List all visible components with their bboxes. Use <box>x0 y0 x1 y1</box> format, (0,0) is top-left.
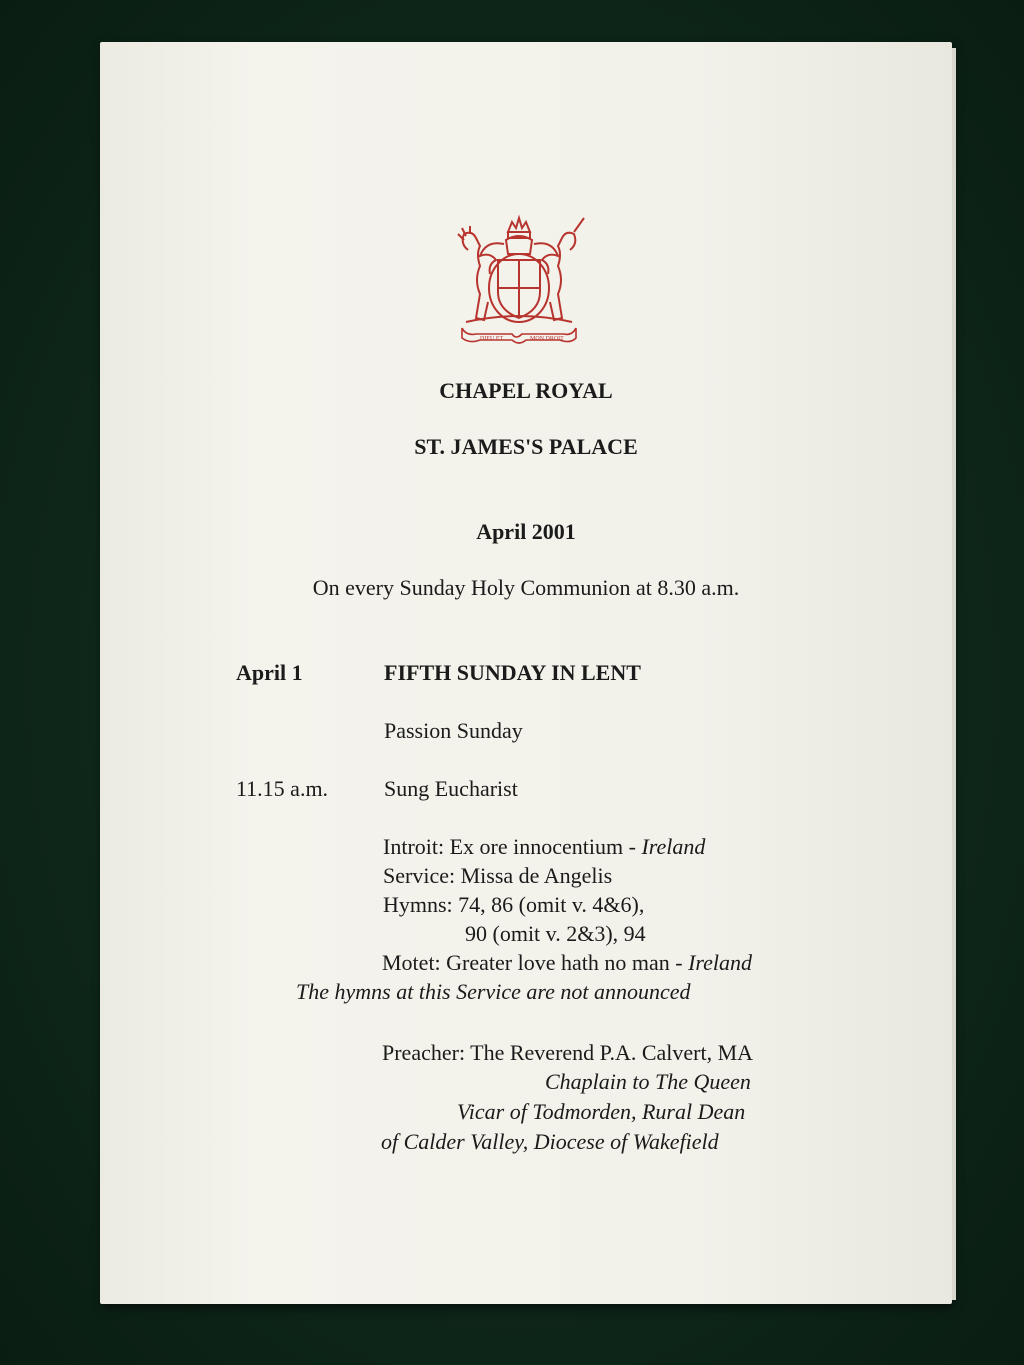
introit-composer: Ireland <box>641 834 706 859</box>
hymns-line-1: Hymns: 74, 86 (omit v. 4&6), <box>383 892 645 917</box>
motet-line <box>382 949 752 977</box>
entry-service-type: Sung Eucharist <box>384 776 518 801</box>
preacher-role-3: of Calder Valley, Diocese of Wakefield <box>381 1129 719 1154</box>
entry-occasion: FIFTH SUNDAY IN LENT <box>384 660 641 685</box>
service-line: Service: Missa de Angelis <box>383 863 613 888</box>
hymn-note: The hymns at this Service are not announced <box>296 979 691 1004</box>
page-title: CHAPEL ROYAL <box>439 378 613 403</box>
motto-text-left: DIEU ET <box>480 336 504 342</box>
preacher-role-2: Vicar of Todmorden, Rural Dean <box>457 1099 746 1124</box>
entry-date: April 1 <box>236 660 303 685</box>
motet-composer: Ireland <box>688 950 753 975</box>
entry-time: 11.15 a.m. <box>236 776 329 801</box>
hymns-line-2: 90 (omit v. 2&3), 94 <box>465 921 646 946</box>
month-heading: April 2001 <box>476 519 576 544</box>
motto-text-right: MON DROIT <box>530 336 564 342</box>
motet-label: Motet: Greater love hath no man - <box>382 950 689 975</box>
introit-label: Introit: Ex ore innocentium - <box>383 834 642 859</box>
preacher-line: Preacher: The Reverend P.A. Calvert, MA <box>382 1040 754 1065</box>
introit-line <box>383 833 705 861</box>
royal-coat-of-arms-icon <box>446 210 592 346</box>
entry-subtitle: Passion Sunday <box>384 718 523 743</box>
sheet-edge <box>952 48 956 1300</box>
page-subtitle: ST. JAMES'S PALACE <box>414 434 638 459</box>
communion-note: On every Sunday Holy Communion at 8.30 a.m. <box>312 575 740 600</box>
preacher-role-1: Chaplain to The Queen <box>545 1069 751 1094</box>
